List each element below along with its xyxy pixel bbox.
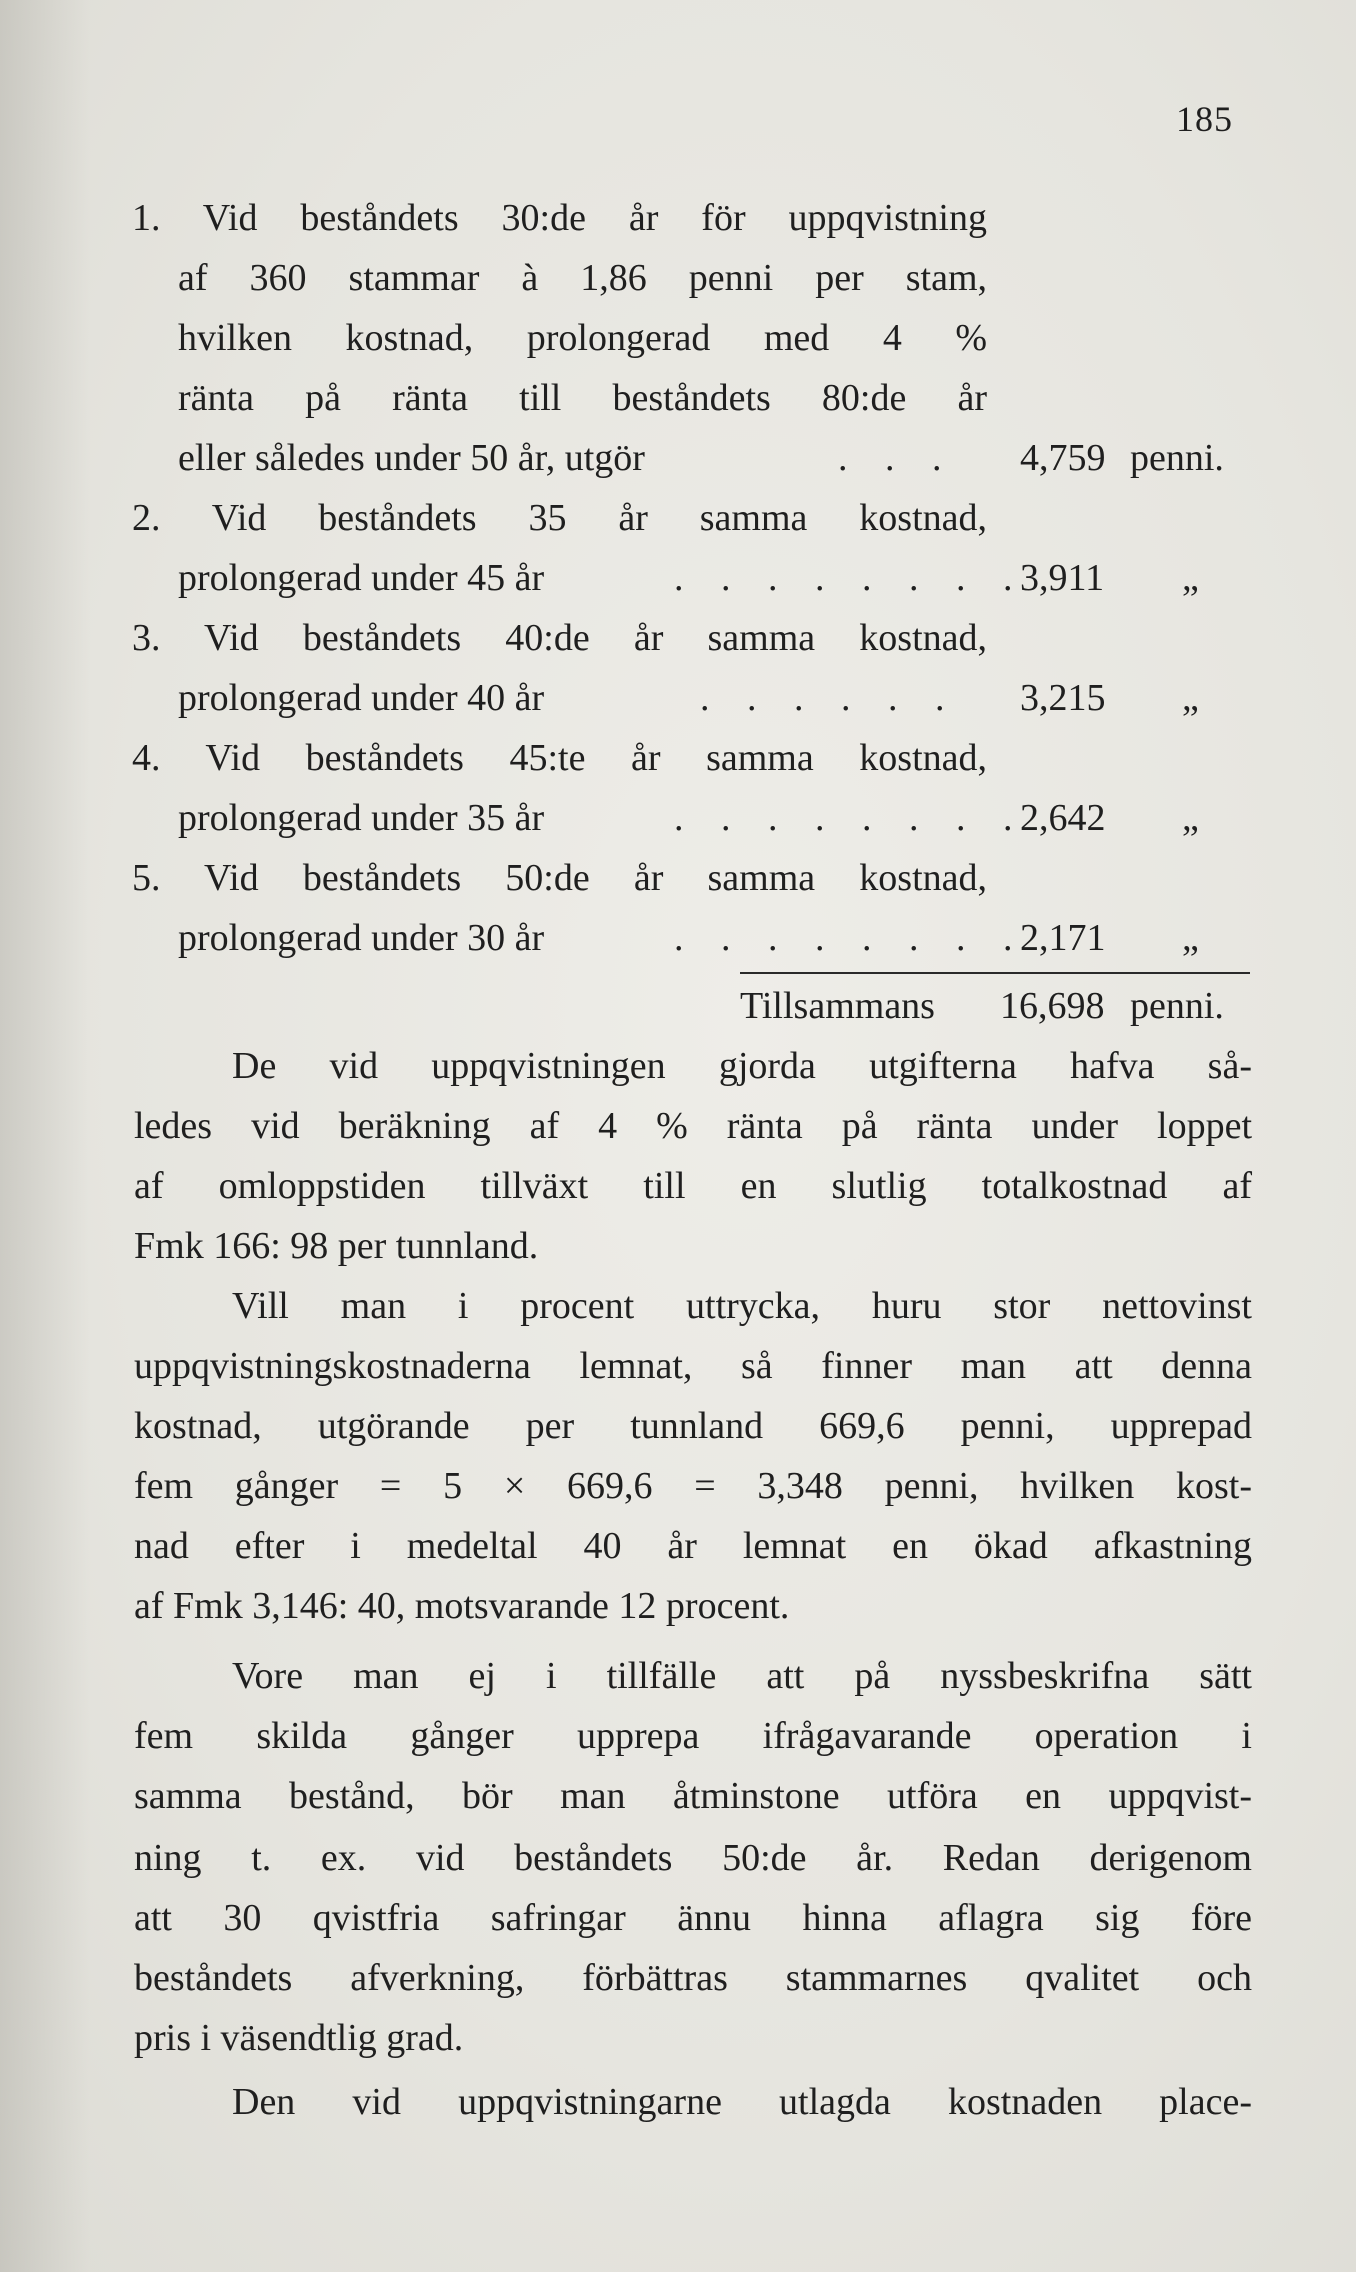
- calc-item-5-line-2: prolongerad under 30 år: [178, 917, 545, 959]
- calc-item-4-amount: 2,642: [1020, 797, 1106, 839]
- total-amount: 16,698: [1000, 985, 1105, 1027]
- calc-item-5-line-1: 5. Vid beståndets 50:de år samma kostnad,: [132, 857, 987, 899]
- calc-item-4-unit: „: [1182, 797, 1199, 839]
- paragraph-line: beståndets afverkning, förbättras stammarnes qvalitet och: [134, 1957, 1252, 1999]
- paragraph-line: fem skilda gånger upprepa ifrågavarande operation i: [134, 1715, 1252, 1757]
- total-label: Tillsammans: [740, 985, 935, 1027]
- calc-item-5-amount: 2,171: [1020, 917, 1106, 959]
- calc-item-1-line-3: hvilken kostnad, prolongerad med 4 %: [178, 317, 987, 359]
- paragraph-line: fem gånger = 5 × 669,6 = 3,348 penni, hvilken kost-: [134, 1465, 1252, 1507]
- paragraph-line: pris i väsendtlig grad.: [134, 2017, 464, 2059]
- calc-item-2-line-2: prolongerad under 45 år: [178, 557, 545, 599]
- leader-dots: . . . . . . . .: [674, 797, 1027, 839]
- paragraph-line: ning t. ex. vid beståndets 50:de år. Redan derigenom: [134, 1837, 1252, 1879]
- paragraph-line: Vill man i procent uttrycka, huru stor nettovinst: [232, 1285, 1252, 1327]
- paragraph-line: samma bestånd, bör man åtminstone utföra en uppqvist-: [134, 1775, 1252, 1817]
- calc-item-3-unit: „: [1182, 677, 1199, 719]
- calc-item-4-line-2: prolongerad under 35 år: [178, 797, 545, 839]
- calc-item-2-amount: 3,911: [1020, 557, 1105, 599]
- leader-dots: . . . . . . . .: [674, 917, 1027, 959]
- calc-item-1-line-5: eller således under 50 år, utgör: [178, 437, 645, 479]
- leader-dots: . . . . . .: [700, 677, 959, 719]
- paragraph-line: af omloppstiden tillväxt till en slutlig totalkostnad af: [134, 1165, 1252, 1207]
- paragraph-line: kostnad, utgörande per tunnland 669,6 penni, upprepad: [134, 1405, 1252, 1447]
- sum-rule: [740, 972, 1250, 974]
- paragraph-line: Fmk 166: 98 per tunnland.: [134, 1225, 539, 1267]
- calc-item-1-line-2: af 360 stammar à 1,86 penni per stam,: [178, 257, 987, 299]
- spine-shadow: [0, 0, 90, 2272]
- calc-item-1-amount: 4,759: [1020, 437, 1106, 479]
- leader-dots: . . .: [838, 437, 956, 479]
- leader-dots: . . . . . . . .: [674, 557, 1027, 599]
- paragraph-line: Den vid uppqvistningarne utlagda kostnaden place-: [232, 2081, 1252, 2123]
- calc-item-3-line-1: 3. Vid beståndets 40:de år samma kostnad,: [132, 617, 987, 659]
- paragraph-line: Vore man ej i tillfälle att på nyssbeskrifna sätt: [232, 1655, 1252, 1697]
- paragraph-line: af Fmk 3,146: 40, motsvarande 12 procent.: [134, 1585, 790, 1627]
- paragraph-line: nad efter i medeltal 40 år lemnat en ökad afkastning: [134, 1525, 1252, 1567]
- calc-item-2-line-1: 2. Vid beståndets 35 år samma kostnad,: [132, 497, 987, 539]
- paragraph-line: uppqvistningskostnaderna lemnat, så finner man att denna: [134, 1345, 1252, 1387]
- calc-item-3-amount: 3,215: [1020, 677, 1106, 719]
- paragraph-line: De vid uppqvistningen gjorda utgifterna hafva så-: [232, 1045, 1252, 1087]
- calc-item-3-line-2: prolongerad under 40 år: [178, 677, 545, 719]
- calc-item-5-unit: „: [1182, 917, 1199, 959]
- calc-item-2-unit: „: [1182, 557, 1199, 599]
- calc-item-1-line-4: ränta på ränta till beståndets 80:de år: [178, 377, 987, 419]
- calc-item-1-unit: penni.: [1130, 437, 1224, 479]
- page-number: 185: [1176, 99, 1233, 139]
- calc-item-4-line-1: 4. Vid beståndets 45:te år samma kostnad,: [132, 737, 987, 779]
- paragraph-line: att 30 qvistfria safringar ännu hinna aflagra sig före: [134, 1897, 1252, 1939]
- calc-item-1-line-1: 1. Vid beståndets 30:de år för uppqvistning: [132, 197, 987, 239]
- total-unit: penni.: [1130, 985, 1224, 1027]
- paragraph-line: ledes vid beräkning af 4 % ränta på ränta under loppet: [134, 1105, 1252, 1147]
